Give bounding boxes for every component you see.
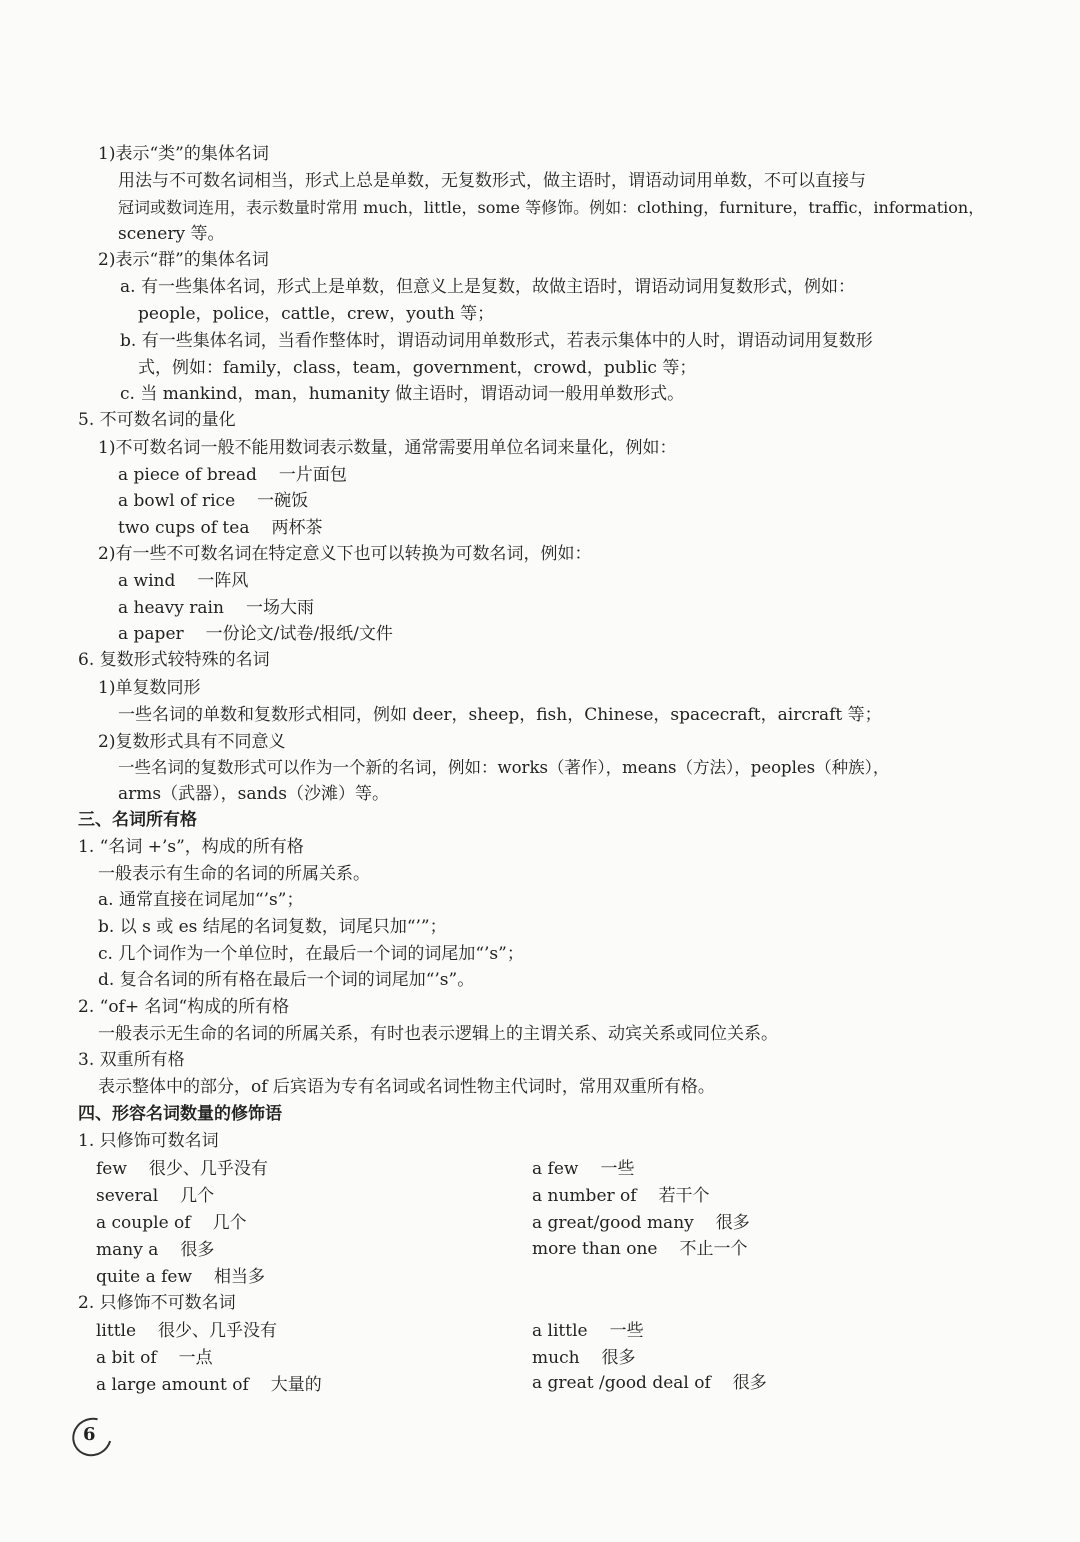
vocab-en: little [96,1321,137,1341]
vocab-zh: 不止一个 [679,1239,748,1259]
vocab-zh: 一份论文/试卷/报纸/文件 [205,624,393,644]
subsection-heading: 1)不可数名词一般不能用数词表示数量，通常需要用单位名词来量化，例如： [98,438,677,458]
section-heading: 1. “名词 +’s”，构成的所有格 [78,837,304,857]
vocab-pair [96,1211,247,1235]
chapter-heading: 四、形容名词数量的修饰语 [78,1104,282,1124]
vocab-pair [118,596,314,620]
vocab-pair [532,1371,767,1395]
paragraph-line: 式，例如：family，class，team，government，crowd，public 等； [138,358,697,378]
vocab-zh: 若干个 [658,1186,710,1206]
vocab-zh: 一点 [178,1348,213,1368]
vocab-pair [532,1211,750,1235]
section-heading: 2. “of+ 名词“构成的所有格 [78,997,290,1017]
subsection-heading: 2)有一些不可数名词在特定意义下也可以转换为可数名词，例如： [98,544,592,564]
vocab-en: a large amount of [96,1375,249,1395]
page-number: 6 [83,1424,96,1445]
paragraph-line: b. 有一些集体名词，当看作整体时，谓语动词用单数形式，若表示集体中的人时，谓语动词用复数形 [120,331,873,351]
vocab-pair [96,1184,214,1208]
vocab-pair [532,1346,636,1370]
vocab-zh: 一碗饭 [257,491,309,511]
subsection-heading: 2)复数形式具有不同意义 [98,732,286,752]
vocab-en: quite a few [96,1267,193,1287]
vocab-zh: 很少、几乎没有 [148,1159,268,1179]
vocab-en: a piece of bread [118,465,257,485]
paragraph-line: scenery 等。 [118,224,225,244]
section-heading: 3. 双重所有格 [78,1050,185,1070]
paragraph-line: 一些名词的复数形式可以作为一个新的名词，例如：works（著作），means（方法），peoples（种族）， [118,758,890,777]
paragraph-line: people，police，cattle，crew，youth 等； [138,304,495,324]
subsection-heading: 1)单复数同形 [98,678,201,698]
vocab-en: a great/good many [532,1213,694,1233]
paragraph-line: a. 有一些集体名词，形式上是单数，但意义上是复数，故做主语时，谓语动词用复数形式，例如： [120,277,855,297]
vocab-en: several [96,1186,159,1206]
vocab-zh: 很多 [715,1213,750,1233]
vocab-zh: 一阵风 [197,571,249,591]
section-2-heading: 2)表示“群”的集体名词 [98,250,269,270]
paragraph-line: c. 当 mankind，man，humanity 做主语时，谓语动词一般用单数形式。 [120,384,685,404]
vocab-zh: 相当多 [214,1267,266,1287]
vocab-en: a paper [118,624,184,644]
vocab-pair [96,1265,265,1289]
vocab-en: a little [532,1321,588,1341]
vocab-pair [118,463,347,487]
paragraph-line: c. 几个词作为一个单位时，在最后一个词的词尾加“’s”； [98,944,524,964]
vocab-pair [96,1373,322,1397]
vocab-zh: 大量的 [270,1375,322,1395]
vocab-en: more than one [532,1239,658,1259]
paragraph-line: 一般表示无生命的名词的所属关系，有时也表示逻辑上的主谓关系、动宾关系或同位关系。 [98,1024,778,1044]
vocab-pair [118,489,308,513]
paragraph-line: arms（武器），sands（沙滩）等。 [118,784,390,804]
paragraph-line: 用法与不可数名词相当，形式上总是单数，无复数形式，做主语时，谓语动词用单数，不可以直接与 [118,171,866,191]
section-heading: 2. 只修饰不可数名词 [78,1293,236,1313]
vocab-pair [532,1184,710,1208]
section-heading: 1. 只修饰可数名词 [78,1131,219,1151]
vocab-pair [118,516,322,540]
chapter-heading: 三、名词所有格 [78,810,197,830]
vocab-pair [96,1319,277,1343]
vocab-pair [532,1319,644,1343]
vocab-en: a few [532,1159,579,1179]
paragraph-line: d. 复合名词的所有格在最后一个词的词尾加“’s”。 [98,970,475,990]
vocab-en: a bowl of rice [118,491,236,511]
vocab-en: a wind [118,571,176,591]
vocab-en: a couple of [96,1213,191,1233]
vocab-en: a number of [532,1186,637,1206]
vocab-en: a heavy rain [118,598,224,618]
vocab-zh: 一些 [609,1321,644,1341]
vocab-pair [532,1157,634,1181]
section-heading: 6. 复数形式较特殊的名词 [78,650,270,670]
paragraph-line: 表示整体中的部分，of 后宾语为专有名词或名词性物主代词时，常用双重所有格。 [98,1077,715,1097]
vocab-en: two cups of tea [118,518,250,538]
page-number-badge [70,1414,114,1454]
paragraph-line: 一般表示有生命的名词的所属关系。 [98,864,370,884]
vocab-en: few [96,1159,127,1179]
vocab-en: many a [96,1240,159,1260]
vocab-zh: 很多 [180,1240,215,1260]
vocab-zh: 两杯茶 [271,518,323,538]
vocab-zh: 很少、几乎没有 [158,1321,278,1341]
section-heading: 5. 不可数名词的量化 [78,410,236,430]
paragraph-line: 一些名词的单数和复数形式相同，例如 deer，sheep，fish，Chinese，spacecraft，aircraft 等； [118,705,882,725]
vocab-zh: 很多 [601,1348,636,1368]
vocab-pair [96,1346,213,1370]
vocab-en: a bit of [96,1348,157,1368]
vocab-zh: 几个 [180,1186,215,1206]
vocab-pair [96,1238,214,1262]
vocab-zh: 很多 [732,1373,767,1393]
vocab-pair [532,1237,747,1261]
vocab-en: a great /good deal of [532,1373,711,1393]
section-1-heading: 1)表示“类”的集体名词 [98,144,269,164]
vocab-zh: 一场大雨 [245,598,314,618]
paragraph-line: 冠词或数词连用，表示数量时常用 much，little，some 等修饰。例如：clothing，furniture，traffic，information， [118,198,985,217]
vocab-en: much [532,1348,580,1368]
vocab-pair [118,622,393,646]
vocab-zh: 几个 [212,1213,247,1233]
vocab-zh: 一片面包 [278,465,347,485]
paragraph-line: a. 通常直接在词尾加“’s”； [98,890,304,910]
vocab-pair [96,1157,268,1181]
vocab-pair [118,569,248,593]
paragraph-line: b. 以 s 或 es 结尾的名词复数，词尾只加“’”； [98,917,447,937]
vocab-zh: 一些 [600,1159,635,1179]
